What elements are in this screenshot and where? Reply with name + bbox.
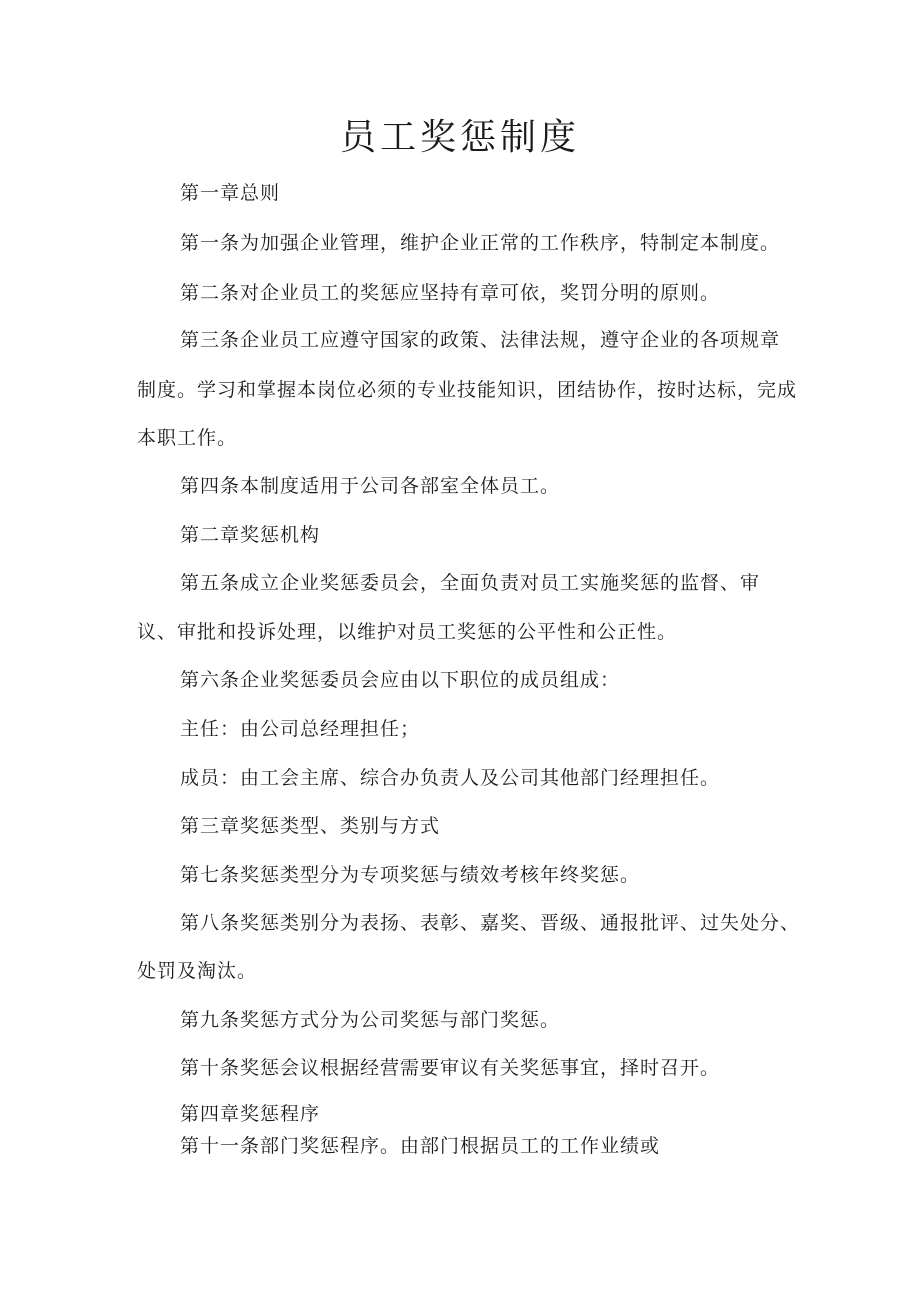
paragraph-line: 本职工作。 bbox=[137, 427, 238, 449]
paragraph-line: 主任：由公司总经理担任； bbox=[180, 718, 421, 740]
paragraph-line: 议、审批和投诉处理，以维护对员工奖惩的公平性和公正性。 bbox=[137, 621, 678, 643]
paragraph-line: 制度。学习和掌握本岗位必须的专业技能知识，团结协作，按时达标，完成 bbox=[137, 379, 798, 401]
paragraph-line: 第六条企业奖惩委员会应由以下职位的成员组成： bbox=[180, 669, 621, 691]
chapter-heading: 第三章奖惩类型、类别与方式 bbox=[180, 815, 441, 837]
chapter-heading: 第一章总则 bbox=[180, 182, 281, 204]
paragraph-line: 第八条奖惩类别分为表扬、表彰、嘉奖、晋级、通报批评、过失处分、 bbox=[180, 912, 801, 934]
paragraph-line: 第四条本制度适用于公司各部室全体员工。 bbox=[180, 475, 561, 497]
paragraph-line: 第十条奖惩会议根据经营需要审议有关奖惩事宜，择时召开。 bbox=[180, 1057, 721, 1079]
paragraph-line: 第十一条部门奖惩程序。由部门根据员工的工作业绩或 bbox=[180, 1135, 661, 1157]
paragraph-line: 处罚及淘汰。 bbox=[137, 960, 258, 982]
chapter-heading: 第二章奖惩机构 bbox=[180, 524, 321, 546]
paragraph-line: 第一条为加强企业管理，维护企业正常的工作秩序，特制定本制度。 bbox=[180, 232, 781, 254]
paragraph-line: 第三条企业员工应遵守国家的政策、法律法规，遵守企业的各项规章 bbox=[180, 329, 781, 351]
paragraph-line: 第五条成立企业奖惩委员会，全面负责对员工实施奖惩的监督、审 bbox=[180, 572, 761, 594]
paragraph-line: 成员：由工会主席、综合办负责人及公司其他部门经理担任。 bbox=[180, 767, 721, 789]
document-title: 员工奖惩制度 bbox=[339, 117, 580, 158]
paragraph-line: 第二条对企业员工的奖惩应坚持有章可依，奖罚分明的原则。 bbox=[180, 282, 721, 304]
chapter-heading: 第四章奖惩程序 bbox=[180, 1103, 321, 1125]
paragraph-line: 第九条奖惩方式分为公司奖惩与部门奖惩。 bbox=[180, 1009, 561, 1031]
paragraph-line: 第七条奖惩类型分为专项奖惩与绩效考核年终奖惩。 bbox=[180, 864, 641, 886]
